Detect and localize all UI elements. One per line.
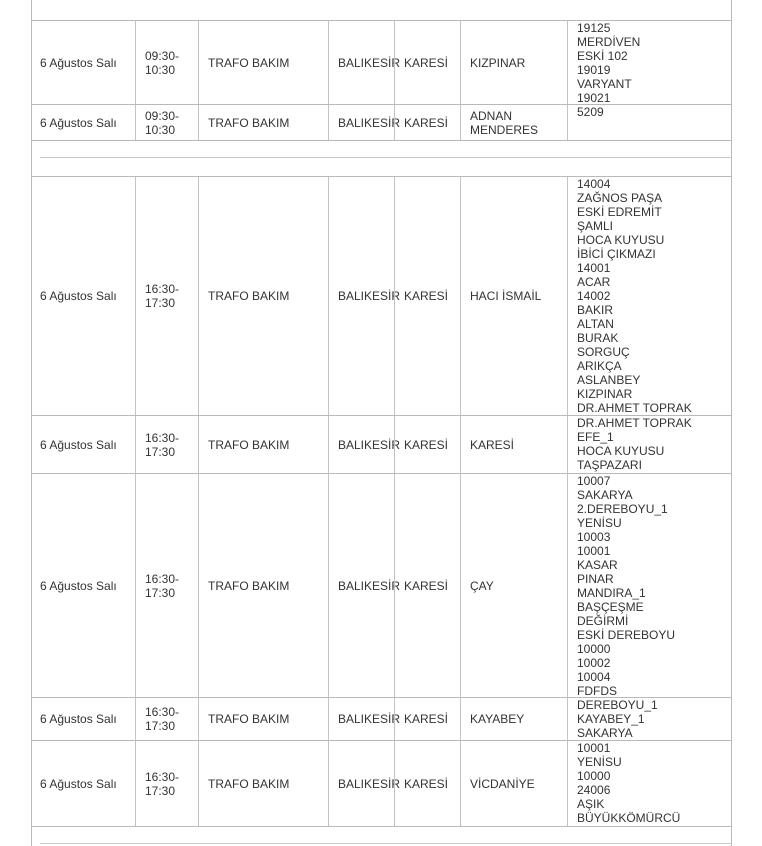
city-text: BALIKESİR	[338, 437, 401, 452]
street-name: 19019	[577, 63, 611, 77]
street-name: 10000	[577, 642, 611, 656]
neighborhood-cell	[460, 741, 567, 826]
table-row	[31, 415, 732, 473]
separator	[40, 843, 732, 844]
time-part: 17:30	[145, 444, 176, 459]
table-row	[31, 104, 732, 140]
street-name: KAYABEY_1	[577, 712, 645, 726]
time-cell	[135, 416, 198, 473]
street-name: BÜYÜKKÖMÜRCÜ	[577, 811, 681, 825]
street-name: FDFDS	[577, 684, 617, 698]
time-part: 16:30-	[145, 282, 180, 296]
reason-cell	[198, 177, 328, 415]
street-name: 14001	[577, 261, 611, 275]
district-text: KARESİ	[404, 289, 449, 303]
district-cell	[394, 416, 460, 473]
time-range	[136, 705, 179, 733]
street-list	[577, 474, 675, 698]
date-cell	[31, 698, 135, 740]
neighborhood-name	[461, 109, 538, 137]
time-range	[136, 770, 179, 798]
reason-cell	[198, 474, 328, 697]
date-cell	[31, 416, 135, 473]
city-text: BALIKESİR	[338, 578, 401, 593]
street-name: ALTAN	[577, 317, 614, 331]
date-text: 6 Ağustos Salı	[40, 712, 117, 726]
streets-cell	[567, 21, 732, 104]
time-part: 16:30-	[145, 769, 180, 784]
table-row	[31, 176, 732, 415]
street-name: 19021	[577, 91, 611, 105]
district-cell	[394, 177, 460, 415]
district-text: KARESİ	[404, 55, 449, 70]
reason-text: TRAFO BAKIM	[208, 437, 290, 452]
time-cell	[135, 105, 198, 140]
neighborhood-line: KARESİ	[470, 437, 515, 452]
time-part: 10:30	[145, 122, 176, 137]
time-range	[136, 431, 179, 459]
neighborhood-name	[461, 56, 525, 70]
reason-cell	[198, 21, 328, 104]
city-cell	[328, 698, 401, 740]
street-name: KIZPINAR	[577, 387, 633, 401]
neighborhood-line: VİCDANİYE	[470, 776, 535, 791]
street-name: ESKİ 102	[577, 49, 628, 63]
separator	[40, 157, 732, 158]
reason-cell	[198, 741, 328, 826]
street-name: KASAR	[577, 558, 618, 572]
neighborhood-cell	[460, 474, 567, 697]
street-name: MANDIRA_1	[577, 586, 646, 600]
district-text: KARESİ	[404, 578, 449, 593]
street-list	[577, 105, 604, 119]
time-part: 09:30-	[145, 48, 180, 63]
street-name: MERDİVEN	[577, 35, 641, 49]
neighborhood-name	[461, 777, 535, 791]
neighborhood-cell	[460, 105, 567, 140]
city-cell	[328, 177, 401, 415]
street-name: 24006	[577, 783, 611, 797]
date-cell	[31, 105, 135, 140]
neighborhood-name	[461, 712, 524, 726]
neighborhood-line: MENDERES	[470, 122, 539, 137]
street-name: ACAR	[577, 275, 611, 289]
street-name: BAŞÇEŞME	[577, 600, 644, 614]
district-text: KARESİ	[404, 712, 449, 726]
separator	[31, 140, 732, 141]
street-name: BURAK	[577, 331, 619, 345]
district-cell	[394, 105, 460, 140]
neighborhood-cell	[460, 21, 567, 104]
neighborhood-name	[461, 438, 514, 452]
streets-cell	[567, 177, 732, 415]
neighborhood-name	[461, 579, 494, 593]
time-range	[136, 572, 179, 600]
neighborhood-line: ÇAY	[470, 578, 494, 593]
reason-cell	[198, 698, 328, 740]
district-cell	[394, 698, 460, 740]
city-cell	[328, 105, 401, 140]
street-name: 19125	[577, 21, 611, 35]
street-name: YENİSU	[577, 516, 622, 530]
street-name: EFE_1	[577, 430, 614, 444]
time-range	[136, 49, 179, 77]
street-name: ASLANBEY	[577, 373, 641, 387]
time-cell	[135, 698, 198, 740]
date-text: 6 Ağustos Salı	[40, 437, 117, 452]
date-cell	[31, 741, 135, 826]
street-name: DEREBOYU_1	[577, 698, 658, 712]
time-range	[136, 282, 179, 310]
date-cell	[31, 21, 135, 104]
street-name: SAKARYA	[577, 488, 633, 502]
time-part: 16:30-	[145, 430, 180, 445]
city-text: BALIKESİR	[338, 55, 401, 70]
table-row	[31, 740, 732, 826]
reason-text: TRAFO BAKIM	[208, 578, 290, 593]
street-name: AŞIK	[577, 797, 605, 811]
district-cell	[394, 21, 460, 104]
street-name: SAKARYA	[577, 726, 633, 740]
table-row	[31, 697, 732, 740]
district-text: KARESİ	[404, 776, 449, 791]
neighborhood-cell	[460, 177, 567, 415]
time-part: 17:30	[145, 783, 176, 798]
street-name: SORGUÇ	[577, 345, 630, 359]
streets-cell	[567, 698, 732, 740]
time-cell	[135, 741, 198, 826]
city-cell	[328, 416, 401, 473]
time-part: 10:30	[145, 62, 176, 77]
neighborhood-line: KIZPINAR	[470, 55, 526, 70]
street-name: DEĞİRMİ	[577, 614, 629, 628]
time-part: 17:30	[145, 296, 176, 310]
streets-cell	[567, 474, 732, 697]
city-cell	[328, 21, 401, 104]
street-list	[577, 741, 680, 825]
street-name: TAŞPAZARI	[577, 458, 642, 472]
neighborhood-cell	[460, 416, 567, 473]
city-cell	[328, 474, 401, 697]
neighborhood-line: HACI İSMAİL	[470, 289, 542, 303]
date-text: 6 Ağustos Salı	[40, 115, 117, 130]
street-name: 10003	[577, 530, 611, 544]
city-text: BALIKESİR	[338, 776, 401, 791]
neighborhood-name	[461, 289, 541, 303]
street-name: YENİSU	[577, 755, 622, 769]
time-part: 17:30	[145, 719, 176, 733]
date-text: 6 Ağustos Salı	[40, 289, 117, 303]
reason-text: TRAFO BAKIM	[208, 55, 290, 70]
date-text: 6 Ağustos Salı	[40, 776, 117, 791]
time-part: 09:30-	[145, 108, 180, 123]
time-part: 17:30	[145, 585, 176, 600]
street-list	[577, 21, 640, 105]
street-name: İBİCİ ÇIKMAZI	[577, 247, 656, 261]
street-name: BAKIR	[577, 303, 614, 317]
street-name: HOCA KUYUSU	[577, 444, 665, 458]
city-text: BALIKESİR	[338, 712, 401, 726]
city-text: BALIKESİR	[338, 289, 401, 303]
street-list	[577, 416, 692, 472]
reason-text: TRAFO BAKIM	[208, 289, 290, 303]
reason-text: TRAFO BAKIM	[208, 115, 290, 130]
street-name: ŞAMLI	[577, 219, 614, 233]
district-cell	[394, 474, 460, 697]
district-text: KARESİ	[404, 115, 449, 130]
street-name: ZAĞNOS PAŞA	[577, 191, 663, 205]
separator	[31, 826, 732, 827]
district-text: KARESİ	[404, 437, 449, 452]
street-name: ESKİ EDREMİT	[577, 205, 662, 219]
street-name: 2.DEREBOYU_1	[577, 502, 668, 516]
date-cell	[31, 177, 135, 415]
date-cell	[31, 474, 135, 697]
neighborhood-cell	[460, 698, 567, 740]
street-name: 5209	[577, 105, 604, 119]
street-name: HOCA KUYUSU	[577, 233, 665, 247]
reason-text: TRAFO BAKIM	[208, 776, 290, 791]
neighborhood-line: KAYABEY	[470, 712, 525, 726]
street-list	[577, 177, 692, 415]
street-name: ARIKÇA	[577, 359, 622, 373]
street-name: ESKİ DEREBOYU	[577, 628, 676, 642]
city-text: BALIKESİR	[338, 115, 401, 130]
time-part: 16:30-	[145, 705, 180, 719]
reason-cell	[198, 416, 328, 473]
reason-cell	[198, 105, 328, 140]
streets-cell	[567, 416, 732, 473]
street-name: 10007	[577, 474, 611, 488]
table-row	[31, 473, 732, 697]
street-name: 14002	[577, 289, 611, 303]
neighborhood-line: ADNAN	[470, 108, 513, 123]
city-cell	[328, 741, 401, 826]
time-cell	[135, 21, 198, 104]
street-name: DR.AHMET TOPRAK	[577, 416, 692, 430]
date-text: 6 Ağustos Salı	[40, 55, 117, 70]
street-name: PINAR	[577, 572, 614, 586]
time-range	[136, 109, 179, 137]
streets-cell	[567, 105, 732, 140]
reason-text: TRAFO BAKIM	[208, 712, 290, 726]
time-cell	[135, 177, 198, 415]
time-cell	[135, 474, 198, 697]
street-name: 10000	[577, 769, 611, 783]
street-name: DR.AHMET TOPRAK	[577, 401, 692, 415]
date-text: 6 Ağustos Salı	[40, 578, 117, 593]
streets-cell	[567, 741, 732, 826]
street-name: 10001	[577, 544, 611, 558]
street-name: VARYANT	[577, 77, 632, 91]
street-name: 10001	[577, 741, 611, 755]
street-name: 10004	[577, 670, 611, 684]
street-name: 10002	[577, 656, 611, 670]
time-part: 16:30-	[145, 571, 180, 586]
street-list	[577, 698, 658, 740]
street-name: 14004	[577, 177, 611, 191]
table-row	[31, 20, 732, 104]
district-cell	[394, 741, 460, 826]
